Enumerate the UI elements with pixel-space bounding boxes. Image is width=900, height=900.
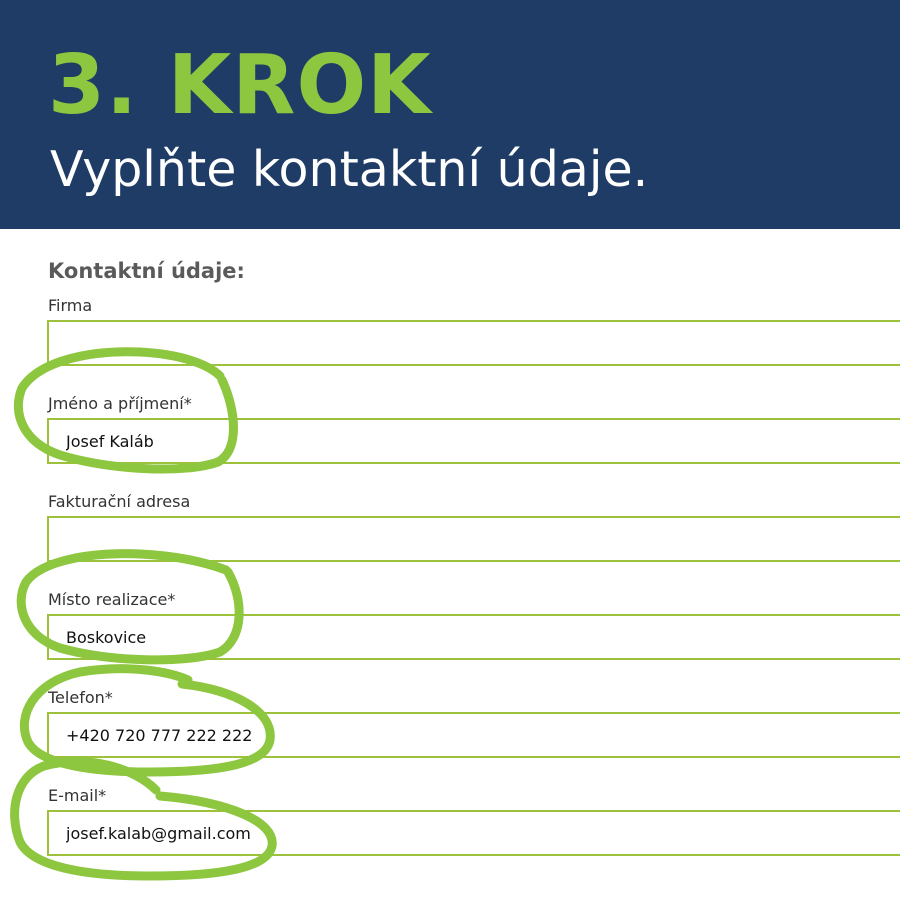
location-input[interactable]: [47, 614, 900, 660]
full-name-input[interactable]: [47, 418, 900, 464]
step-title: 3. KROK: [48, 38, 432, 133]
billing-address-label: Fakturační adresa: [48, 492, 191, 511]
company-input[interactable]: [47, 320, 900, 366]
email-label: E-mail*: [48, 786, 107, 805]
company-label: Firma: [48, 296, 93, 315]
phone-label: Telefon*: [48, 688, 113, 707]
billing-address-input[interactable]: [47, 516, 900, 562]
header-banner: [0, 0, 900, 229]
email-input[interactable]: [47, 810, 900, 856]
section-title: Kontaktní údaje:: [48, 259, 245, 283]
step-subtitle: Vyplňte kontaktní údaje.: [50, 141, 649, 198]
location-label: Místo realizace*: [48, 590, 176, 609]
full-name-label: Jméno a příjmení*: [48, 394, 192, 413]
phone-input[interactable]: [47, 712, 900, 758]
